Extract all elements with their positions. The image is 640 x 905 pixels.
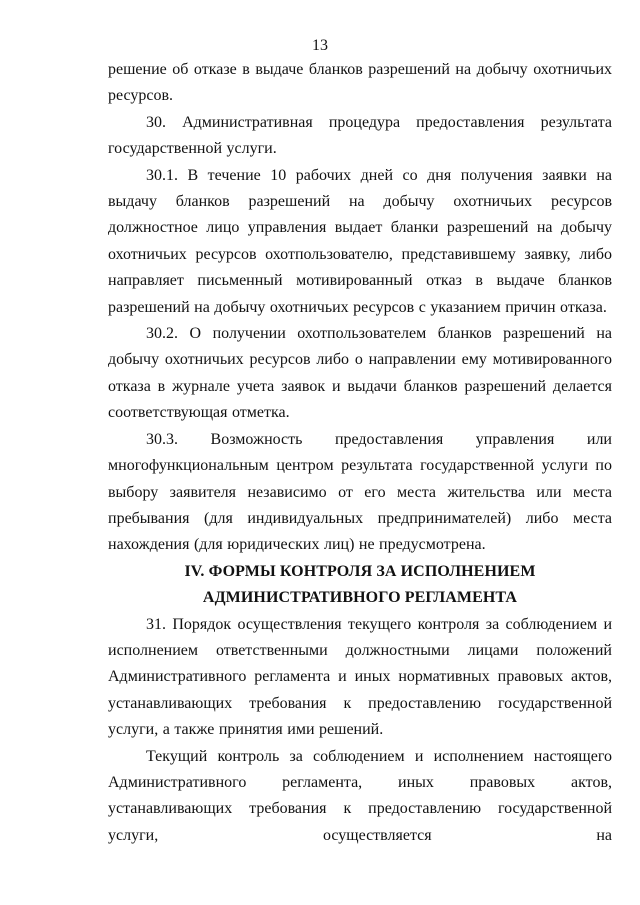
paragraph-continuation: решение об отказе в выдаче бланков разрешений на добычу охотничьих ресурсов. (108, 61, 612, 105)
paragraph-30-2: 30.2. О получении охотпользователем бланков разрешений на добычу охотничьих ресурсов либо о направлении ему мотивированного отказа в журнале учета заявок и выдачи бланков разрешений делается соответствующая отметка. (108, 325, 612, 422)
page-number: 13 (312, 37, 328, 54)
paragraph-30-1: 30.1. В течение 10 рабочих дней со дня получения заявки на выдачу бланков разрешений на добычу охотничьих ресурсов должностное лицо управления выдает бланки разрешений на добычу охотничьих ресурсов охотпользователю, представившему заявку, либо направляет письменный мотивированный отказ в выдаче бланков разрешений на добычу охотничьих ресурсов с указанием причин отказа. (108, 166, 612, 316)
document-body (108, 57, 612, 849)
paragraph-31: 31. Порядок осуществления текущего контроля за соблюдением и исполнением ответственными должностными лицами положений Административного регламента и иных нормативных правовых актов, устанавливающих требования к предоставлению государственной услуги, а также принятия ими решений. (108, 615, 612, 739)
section-heading (108, 559, 612, 612)
section-heading-line-1: IV. ФОРМЫ КОНТРОЛЯ ЗА ИСПОЛНЕНИЕМ (184, 562, 536, 580)
paragraph-30-3: 30.3. Возможность предоставления управления или многофункциональным центром результата государственной услуги по выбору заявителя независимо от его места жительства или места пребывания (для индивидуальных предпринимателей) либо места нахождения (для юридических лиц) не предусмотрена. (108, 430, 612, 554)
paragraph-30: 30. Административная процедура предоставления результата государственной услуги. (108, 113, 612, 158)
paragraph-current-control: Текущий контроль за соблюдением и исполнением настоящего Административного регламента, иных правовых актов, устанавливающих требования к предоставлению государственной услуги, осуществляется на (108, 747, 612, 844)
section-heading-line-2: АДМИНИСТРАТИВНОГО РЕГЛАМЕНТА (202, 589, 518, 607)
